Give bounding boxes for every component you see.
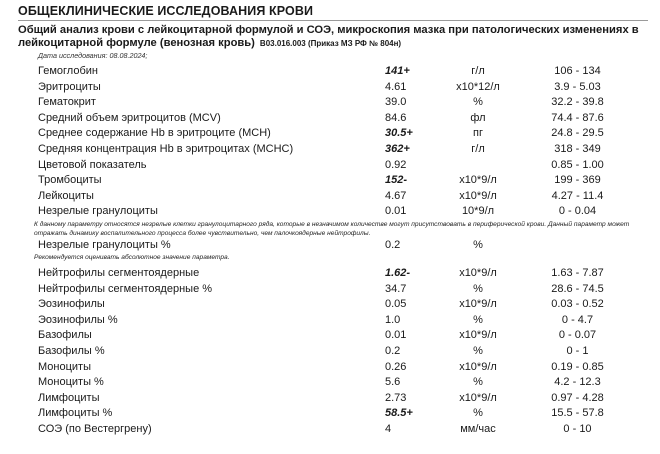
row-name: Лимфоциты %: [38, 407, 113, 420]
result-row: [0, 126, 660, 141]
row-ref: 0.03 - 0.52: [551, 298, 604, 311]
row-unit: 10*9/л: [461, 205, 495, 218]
result-row: [0, 360, 660, 375]
row-name: Эритроциты: [38, 80, 101, 93]
row-unit: %: [473, 376, 483, 389]
row-value: 4.61: [385, 80, 407, 93]
row-value: 34.7: [385, 282, 407, 295]
row-unit: %: [473, 345, 483, 357]
result-row: [0, 422, 660, 437]
row-unit: x10*9/л: [459, 391, 497, 404]
result-row: [0, 344, 660, 359]
row-unit: мм/час: [460, 423, 496, 435]
row-value: 0.2: [385, 345, 401, 357]
row-ref: 0.19 - 0.85: [551, 360, 604, 373]
result-row: [0, 328, 660, 343]
row-unit: фл: [470, 111, 486, 124]
row-name: Гематокрит: [38, 96, 96, 109]
row-value: 362+: [385, 143, 410, 155]
row-ref: 106 - 134: [554, 65, 601, 77]
row-unit: %: [473, 313, 483, 326]
row-name: Базофилы: [38, 329, 92, 342]
result-row: [0, 297, 660, 312]
result-row: [0, 95, 660, 110]
row-value: 58.5+: [385, 407, 413, 420]
row-name: Незрелые гранулоциты: [38, 205, 158, 218]
row-name: Моноциты %: [38, 376, 104, 389]
row-ref: 318 - 349: [554, 143, 601, 155]
row-name: Гемоглобин: [38, 65, 98, 77]
row-value: 30.5+: [385, 127, 413, 140]
row-name: Средняя концентрация Hb в эритроцитах (MCHC): [38, 143, 294, 155]
row-unit: x10*9/л: [459, 189, 497, 202]
row-unit: x10*9/л: [459, 329, 497, 342]
row-ref: 0 - 0.07: [558, 329, 597, 342]
row-name: Лимфоциты: [38, 391, 100, 404]
row-value: 141+: [385, 65, 410, 77]
row-value: 0.92: [385, 158, 407, 171]
row-name: Нейтрофилы сегментоядерные: [38, 267, 200, 279]
row-unit: x10*9/л: [459, 298, 497, 311]
row-name: Средний объем эритроцитов (MCV): [38, 111, 221, 124]
row-value: 152-: [385, 174, 408, 187]
row-value: 4: [385, 423, 392, 435]
row-name: Незрелые гранулоциты %: [38, 239, 171, 251]
row-ref: 3.9 - 5.03: [554, 80, 601, 93]
row-ref: 0 - 1: [566, 345, 589, 357]
row-value: 5.6: [385, 376, 401, 389]
row-unit: г/л: [471, 143, 485, 155]
row-value: 2.73: [385, 391, 407, 404]
row-name: Базофилы %: [38, 345, 105, 357]
test-code: B03.016.003 (Приказ МЗ РФ № 804н): [259, 39, 402, 48]
row-unit: %: [473, 96, 483, 109]
row-unit: %: [473, 407, 483, 420]
row-value: 4.67: [385, 189, 407, 202]
result-row: [0, 266, 660, 281]
test-title-text: Общий анализ крови с лейкоцитарной формулой и СОЭ, микроскопия мазка при патологических изменениях в лейкоцитарной формуле (венозная кровь): [18, 24, 639, 49]
row-name: СОЭ (по Вестергрену): [38, 423, 152, 435]
row-unit: x10*12/л: [456, 80, 500, 93]
row-ref: 0.97 - 4.28: [551, 391, 604, 404]
row-unit: г/л: [471, 65, 485, 77]
row-name: Лейкоциты: [38, 189, 94, 202]
row-value: 0.01: [385, 329, 407, 342]
row-ref: 1.63 - 7.87: [551, 267, 604, 279]
result-row: [0, 391, 660, 406]
row-name: Нейтрофилы сегментоядерные %: [38, 282, 213, 295]
row-ref: 74.4 - 87.6: [551, 111, 604, 124]
row-ref: 4.27 - 11.4: [551, 189, 604, 202]
row-name: Эозинофилы: [38, 298, 105, 311]
row-ref: 4.2 - 12.3: [554, 376, 601, 389]
row-value: 0.01: [385, 205, 407, 218]
row-name: Среднее содержание Hb в эритроците (MCH): [38, 127, 271, 140]
result-row: [0, 80, 660, 95]
result-row: [0, 282, 660, 297]
section-rule: [18, 20, 648, 21]
test-title: [18, 24, 648, 50]
row-name: Цветовой показатель: [38, 158, 147, 171]
note-immature-granulocytes: К данному параметру относятся незрелые клетки гранулоцитарного ряда, которые в незначимом количестве могут присутствовать в периферической крови. Данный параметр может отражать динамику воспалительного процесса более чувствительно, чем палочкоядерные нейтрофилы.: [34, 221, 630, 237]
result-row: [0, 158, 660, 173]
row-ref: 0 - 4.7: [561, 313, 594, 326]
note-absolute-value: Рекомендуется оценивать абсолютное значение параметра.: [34, 254, 230, 261]
row-ref: 15.5 - 57.8: [551, 407, 604, 420]
row-value: 0.26: [385, 360, 407, 373]
row-ref: 199 - 369: [554, 174, 601, 187]
result-row: [0, 189, 660, 204]
row-value: 0.05: [385, 298, 407, 311]
row-unit: %: [473, 282, 483, 295]
result-row: [0, 204, 660, 219]
row-name: Моноциты: [38, 360, 91, 373]
row-unit: пг: [473, 127, 483, 140]
result-row-immature-granulocytes-pct: [0, 238, 660, 253]
row-value: 1.62-: [385, 267, 411, 279]
row-ref: 0 - 0.04: [558, 205, 597, 218]
row-value: 84.6: [385, 111, 407, 124]
row-unit: x10*9/л: [459, 174, 497, 187]
section-title: ОБЩЕКЛИНИЧЕСКИЕ ИССЛЕДОВАНИЯ КРОВИ: [18, 4, 314, 18]
row-ref: 32.2 - 39.8: [551, 96, 604, 109]
result-row: [0, 313, 660, 328]
result-row: [0, 142, 660, 157]
row-ref: 0.85 - 1.00: [551, 158, 604, 171]
row-value: 39.0: [385, 96, 407, 109]
row-unit: x10*9/л: [459, 360, 497, 373]
row-value: 0.2: [385, 239, 401, 251]
row-unit: x10*9/л: [459, 267, 497, 279]
result-row: [0, 173, 660, 188]
result-row: [0, 406, 660, 421]
result-row: [0, 375, 660, 390]
result-row: [0, 64, 660, 79]
row-name: Тромбоциты: [38, 174, 102, 187]
row-ref: 0 - 10: [563, 423, 592, 435]
row-ref: 24.8 - 29.5: [551, 127, 604, 140]
row-value: 1.0: [385, 313, 401, 326]
row-unit: %: [473, 239, 483, 251]
row-name: Эозинофилы %: [38, 313, 118, 326]
study-date: Дата исследования: 08.08.2024;: [38, 51, 148, 60]
result-row: [0, 111, 660, 126]
row-ref: 28.6 - 74.5: [551, 282, 604, 295]
